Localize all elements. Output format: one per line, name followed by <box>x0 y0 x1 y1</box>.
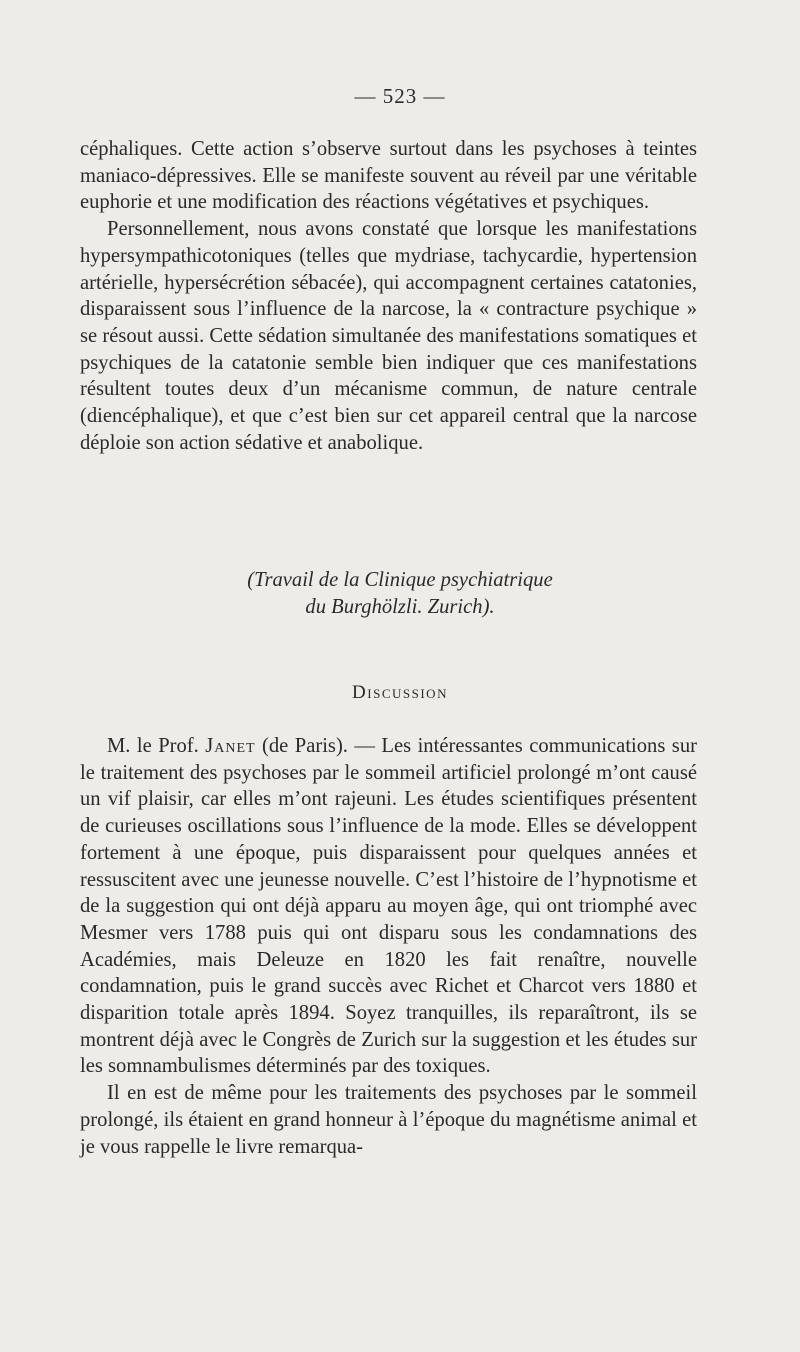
section-heading-discussion: Discussion <box>352 682 448 703</box>
paragraph-janet-intervention <box>80 733 697 1080</box>
speaker-name: Janet <box>205 735 256 757</box>
speaker-title: M. le Prof. <box>107 735 199 757</box>
speaker-origin: (de Paris). — <box>262 735 375 757</box>
attribution <box>0 567 800 621</box>
attribution-line-1: (Travail de la Clinique psychiatrique <box>247 569 553 591</box>
body-text-discussion <box>80 733 697 1160</box>
paragraph-janet-text: Les intéressantes communications sur le traitement des psychoses par le sommeil artificiel prolongé m’ont causé un vif plaisir, car elles m’ont rajeuni. Les études scientifiques présentent de curieuses oscillations sous l’influence de la mode. Elles se développent fortement à une époque, puis disparaissent pour quelques années et ressuscitent avec une jeunesse nouvelle. C’est l’histoire de l’hypnotisme et de la suggestion qui ont déjà apparu au moyen âge, qui ont triomphé avec Mesmer vers 1788 puis qui ont disparu sous les condamnations des Académies, mais Deleuze en 1820 les fait renaître, nouvelle condamnation, puis le grand succès avec Richet et Charcot vers 1880 et disparition totale après 1894. Soyez tranquilles, ils reparaîtront, ils se montrent déjà avec le Congrès de Zurich sur la suggestion et les études sur les somnambulismes déterminés par des toxiques. <box>80 735 697 1078</box>
paragraph-continuation: céphaliques. Cette action s’observe surtout dans les psychoses à teintes maniaco-dépressives. Elle se manifeste souvent au réveil par une véritable euphorie et une modification des réactions végétatives et psychiques. <box>80 138 697 214</box>
paragraph-prolonged-sleep: Il en est de même pour les traitements des psychoses par le sommeil prolongé, ils étaient en grand honneur à l’époque du magnétisme animal et je vous rappelle le livre remarqua- <box>80 1082 697 1158</box>
body-text-top <box>80 136 697 456</box>
page-number: — 523 — <box>354 84 446 108</box>
attribution-line-2: du Burghölzli. Zurich). <box>305 596 495 618</box>
paragraph-personal-observation: Personnellement, nous avons constaté que lorsque les manifestations hypersympathicotoniques (telles que mydriase, tachycardie, hypertension artérielle, hypersécrétion sébacée), qui accompagnent certaines catatonies, disparaissent sous l’influence de la narcose, la « contracture psychique » se résout aussi. Cette sédation simultanée des manifestations somatiques et psychiques de la catatonie semble bien indiquer que ces manifestations résultent toutes deux d’un mécanisme commun, de nature centrale (diencéphalique), et que c’est bien sur cet appareil central que la narcose déploie son action sédative et anabolique. <box>80 218 697 454</box>
